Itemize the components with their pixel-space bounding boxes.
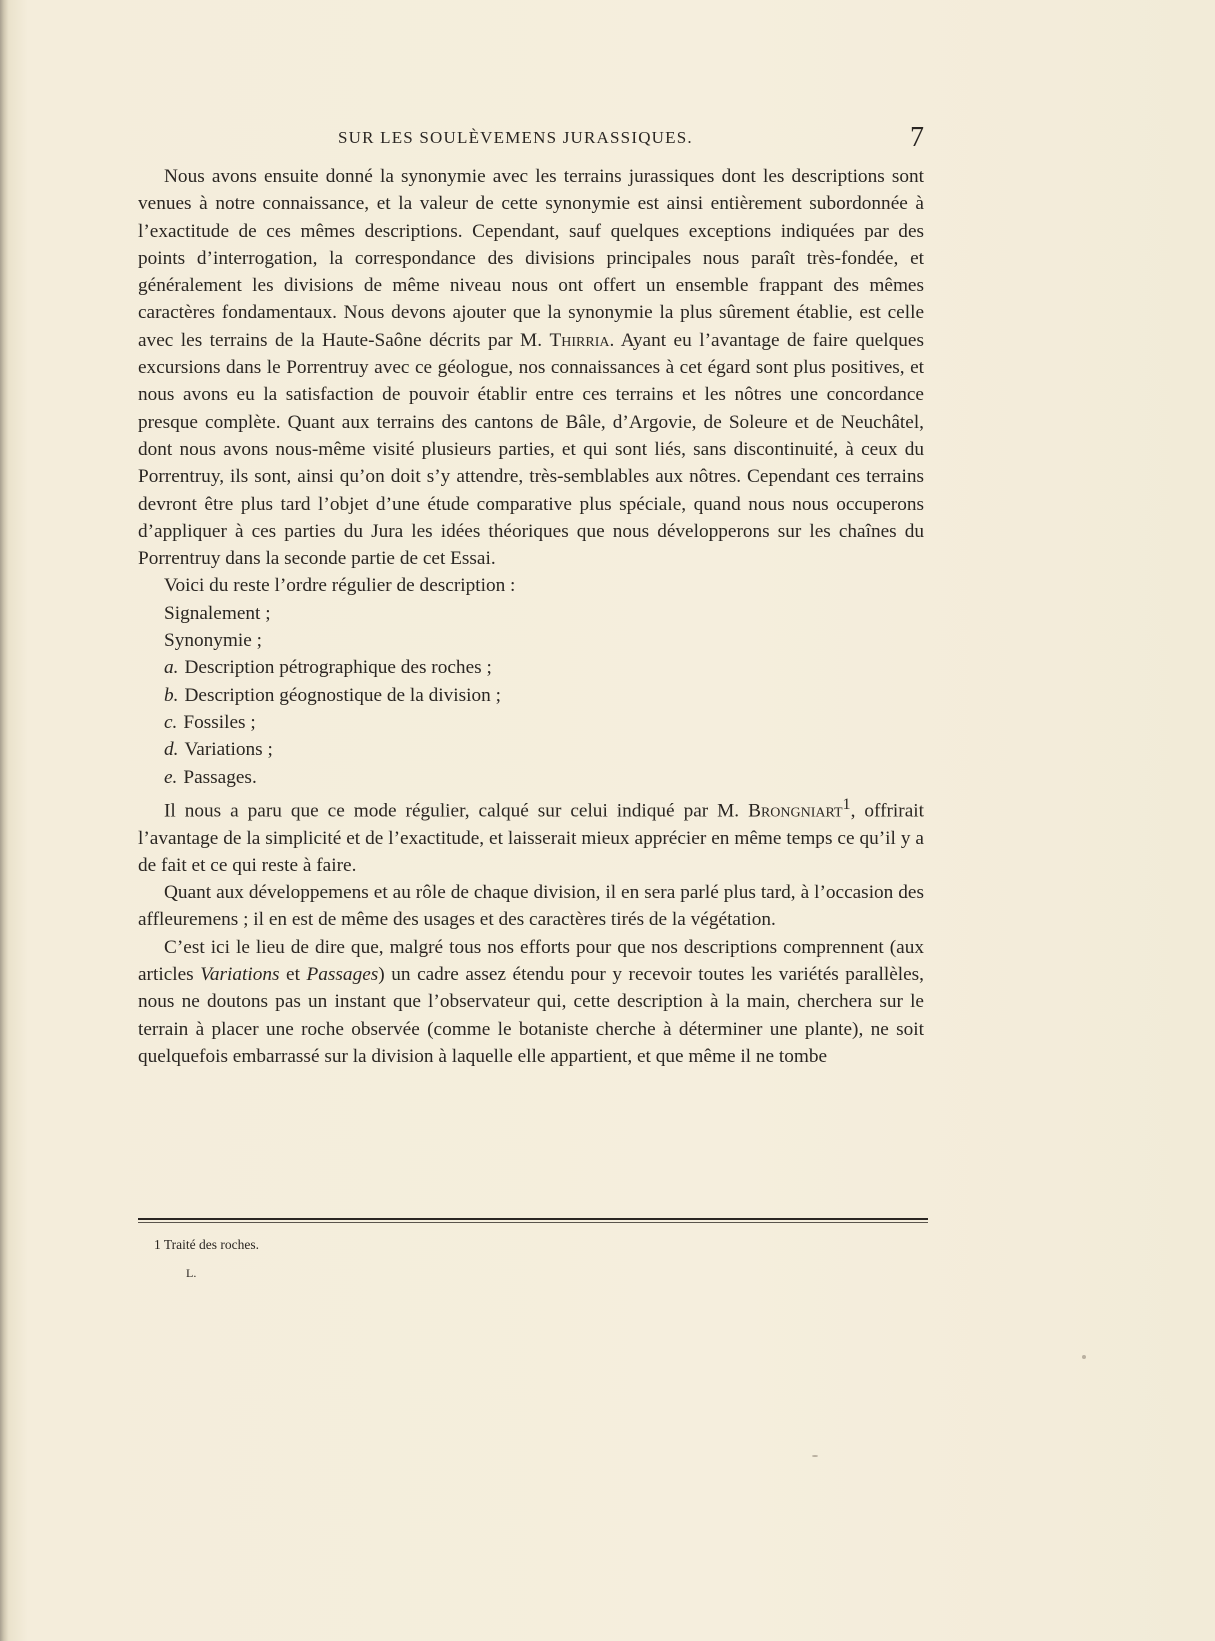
list-item-text: Description géognostique de la division ; bbox=[184, 684, 501, 706]
list-letter: a. bbox=[164, 657, 179, 679]
list-letter: c. bbox=[164, 711, 178, 733]
list-item-d bbox=[138, 736, 924, 763]
author-name-brongniart: Brongniart bbox=[748, 800, 843, 822]
italic-variations: Variations bbox=[200, 964, 280, 986]
footnote-rule bbox=[138, 1218, 928, 1220]
list-item-a bbox=[138, 654, 924, 681]
paper-speck bbox=[1082, 1355, 1086, 1359]
paragraph-3-text: Il nous a paru que ce mode régulier, calqué sur celui indiqué par M. bbox=[164, 800, 749, 822]
list-item-c bbox=[138, 709, 924, 736]
list-letter: b. bbox=[164, 684, 179, 706]
paragraph-5-rest: ) un cadre assez étendu pour y recevoir toutes les variétés parallèles, nous ne doutons pas un instant que l’observateur qui, cette description à la main, cherchera sur le terrain à placer une roche observée (comme le botaniste cherche à déterminer une plante), ne soit quelquefois embarrassé sur la division à laquelle elle appartient, et que même il ne tombe bbox=[138, 964, 924, 1067]
author-name-thirria: Thirria bbox=[549, 329, 610, 351]
binding-edge bbox=[0, 0, 8, 1641]
list-item-synonymie: Synonymie ; bbox=[164, 630, 263, 652]
list-item-signalement: Signalement ; bbox=[164, 602, 271, 624]
paragraph-3 bbox=[138, 791, 924, 879]
footnote-1: 1 Traité des roches. bbox=[154, 1237, 259, 1252]
paragraph-3-rest: , offrirait l’avantage de la simplicité et de l’exactitude, et laisserait mieux apprécier en même temps ce qu’il y a de fait et ce qui reste à faire. bbox=[138, 800, 924, 876]
list-item-text: Passages. bbox=[183, 766, 257, 788]
paragraph-1 bbox=[138, 163, 924, 572]
paragraph-5 bbox=[138, 934, 924, 1070]
paper-speck bbox=[812, 1455, 818, 1457]
paragraph-2: Voici du reste l’ordre régulier de description : bbox=[164, 575, 516, 597]
italic-passages: Passages bbox=[306, 964, 379, 986]
body-text bbox=[138, 163, 924, 1070]
page-number: 7 bbox=[910, 122, 924, 153]
list-letter: d. bbox=[164, 739, 179, 761]
list-item-e bbox=[138, 764, 924, 791]
signature-mark: L. bbox=[186, 1266, 197, 1280]
paragraph-5-conj: et bbox=[279, 964, 307, 986]
running-title: SUR LES SOULÈVEMENS JURASSIQUES. bbox=[338, 128, 693, 147]
list-item-b bbox=[138, 682, 924, 709]
running-head bbox=[138, 122, 924, 153]
paragraph-1-text: Nous avons ensuite donné la synonymie avec les terrains jurassiques dont les descriptions sont venues à notre connaissance, et la valeur de cette synonymie est ainsi entièrement subordonnée à l’exactitude de ces mêmes descriptions. Cependant, sauf quelques exceptions indiquées par des points d’interrogation, la correspondance des divisions principales nous paraît très-fondée, et généralement les divisions de même niveau nous ont offert un ensemble frappant des mêmes caractères fondamentaux. Nous devons ajouter que la synonymie la plus sûrement établie, est celle avec les terrains de la Haute-Saône décrits par M. bbox=[138, 166, 924, 351]
paragraph-4: Quant aux développemens et au rôle de chaque division, il en sera parlé plus tard, à l’occasion des affleuremens ; il en est de même des usages et des caractères tirés de la végétation. bbox=[138, 882, 924, 931]
paragraph-1-rest: . Ayant eu l’avantage de faire quelques excursions dans le Porrentruy avec ce géologue, nos connaissances à cet égard sont plus positives, et nous avons eu la satisfaction de pouvoir établir entre ces terrains et les nôtres une concordance presque complète. Quant aux terrains des cantons de Bâle, d’Argovie, de Soleure et de Neuchâtel, dont nous avons nous-même visité plusieurs parties, et qui sont liés, sans discontinuité, à ceux du Porrentruy, ils sont, ainsi qu’on doit s’y attendre, très-semblables aux nôtres. Cependant ces terrains devront être plus tard l’objet d’une étude comparative plus spéciale, quand nous nous occuperons d’appliquer à ces parties du Jura les idées théoriques que nous développerons sur les chaînes du Porrentruy dans la seconde partie de cet Essai. bbox=[138, 329, 924, 570]
list-item-text: Description pétrographique des roches ; bbox=[184, 657, 492, 679]
paragraph-5-text: C’est ici le lieu de dire que, malgré tous nos efforts pour que nos descriptions comprennent (aux articles bbox=[138, 936, 924, 986]
list-item-text: Variations ; bbox=[184, 739, 273, 761]
list-item-text: Fossiles ; bbox=[183, 711, 256, 733]
footnote-rule-thin bbox=[138, 1222, 928, 1223]
footnote-marker: 1 bbox=[842, 795, 851, 813]
list-letter: e. bbox=[164, 766, 178, 788]
